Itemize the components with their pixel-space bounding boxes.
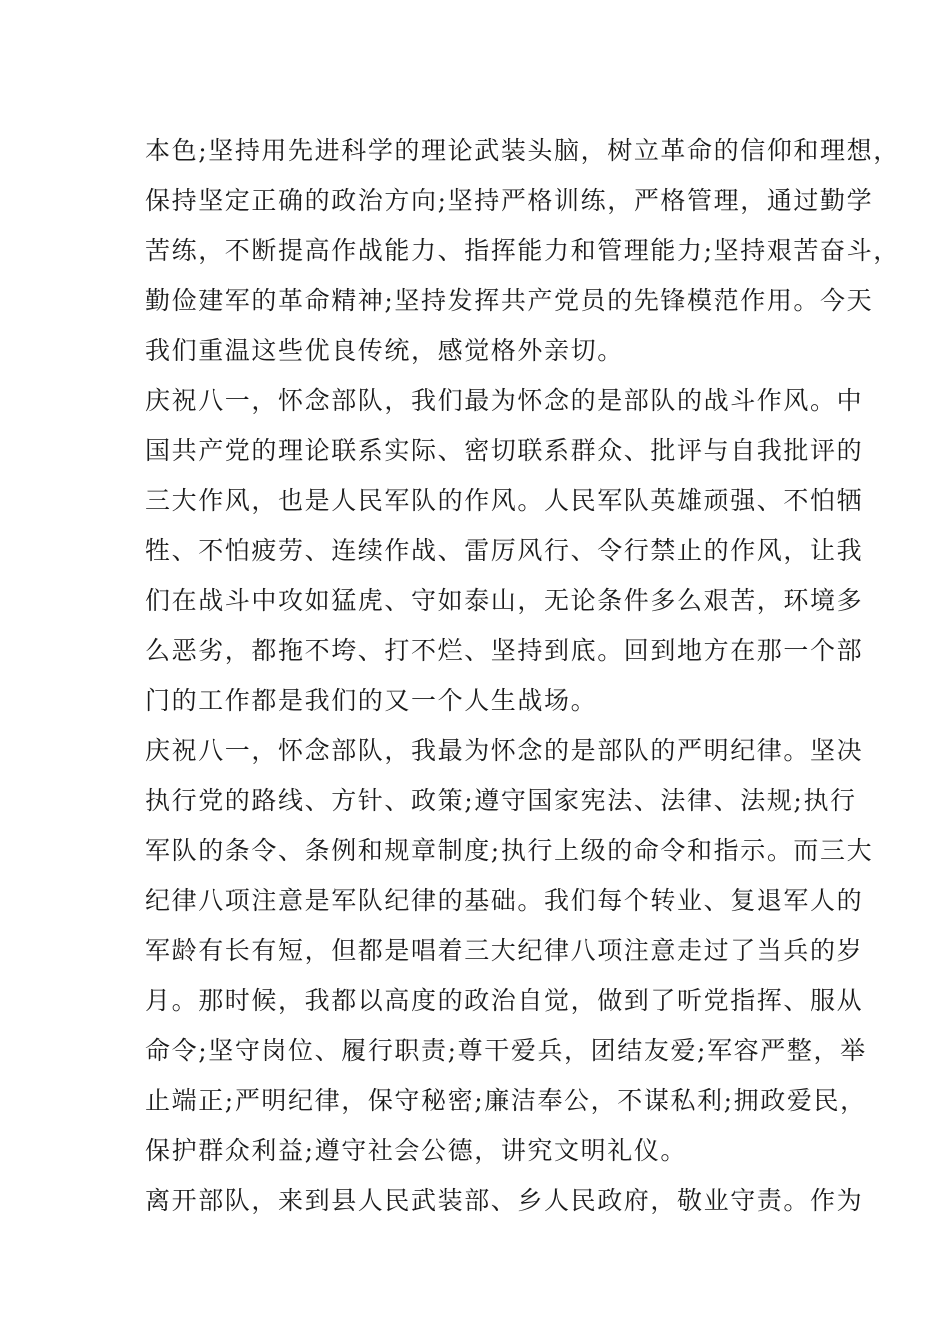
text-line: 月。那时候，我都以高度的政治自觉，做到了听党指挥、服从 xyxy=(145,986,864,1015)
text-line: 军队的条令、条例和规章制度;执行上级的命令和指示。而三大 xyxy=(145,836,874,865)
text-line: 们在战斗中攻如猛虎、守如泰山，无论条件多么艰苦，环境多 xyxy=(145,586,864,615)
text-line: 牲、不怕疲劳、连续作战、雷厉风行、令行禁止的作风，让我 xyxy=(145,536,864,565)
body-text xyxy=(145,126,900,1226)
text-line: 门的工作都是我们的又一个人生战场。 xyxy=(145,686,598,715)
text-line: 庆祝八一，怀念部队，我们最为怀念的是部队的战斗作风。中 xyxy=(145,386,864,415)
text-line: 保持坚定正确的政治方向;坚持严格训练，严格管理，通过勤学 xyxy=(145,186,874,215)
text-line: 执行党的路线、方针、政策;遵守国家宪法、法律、法规;执行 xyxy=(145,786,857,815)
text-line: 本色;坚持用先进科学的理论武装头脑，树立革命的信仰和理想， xyxy=(145,136,900,165)
text-line: 苦练，不断提高作战能力、指挥能力和管理能力;坚持艰苦奋斗， xyxy=(145,236,900,265)
text-line: 止端正;严明纪律，保守秘密;廉洁奉公，不谋私利;拥政爱民， xyxy=(145,1086,867,1115)
text-line: 三大作风，也是人民军队的作风。人民军队英雄顽强、不怕牺 xyxy=(145,486,864,515)
text-line: 么恶劣，都拖不垮、打不烂、坚持到底。回到地方在那一个部 xyxy=(145,636,864,665)
text-line: 保护群众利益;遵守社会公德，讲究文明礼仪。 xyxy=(145,1136,688,1165)
text-line: 庆祝八一，怀念部队，我最为怀念的是部队的严明纪律。坚决 xyxy=(145,736,864,765)
text-line: 我们重温这些优良传统，感觉格外亲切。 xyxy=(145,336,624,365)
text-line: 勤俭建军的革命精神;坚持发挥共产党员的先锋模范作用。今天 xyxy=(145,286,874,315)
text-line: 命令;坚守岗位、履行职责;尊干爱兵，团结友爱;军容严整，举 xyxy=(145,1036,867,1065)
text-line: 军龄有长有短，但都是唱着三大纪律八项注意走过了当兵的岁 xyxy=(145,936,864,965)
text-line: 离开部队，来到县人民武装部、乡人民政府，敬业守责。作为 xyxy=(145,1186,864,1215)
text-line: 国共产党的理论联系实际、密切联系群众、批评与自我批评的 xyxy=(145,436,864,465)
text-line: 纪律八项注意是军队纪律的基础。我们每个转业、复退军人的 xyxy=(145,886,864,915)
